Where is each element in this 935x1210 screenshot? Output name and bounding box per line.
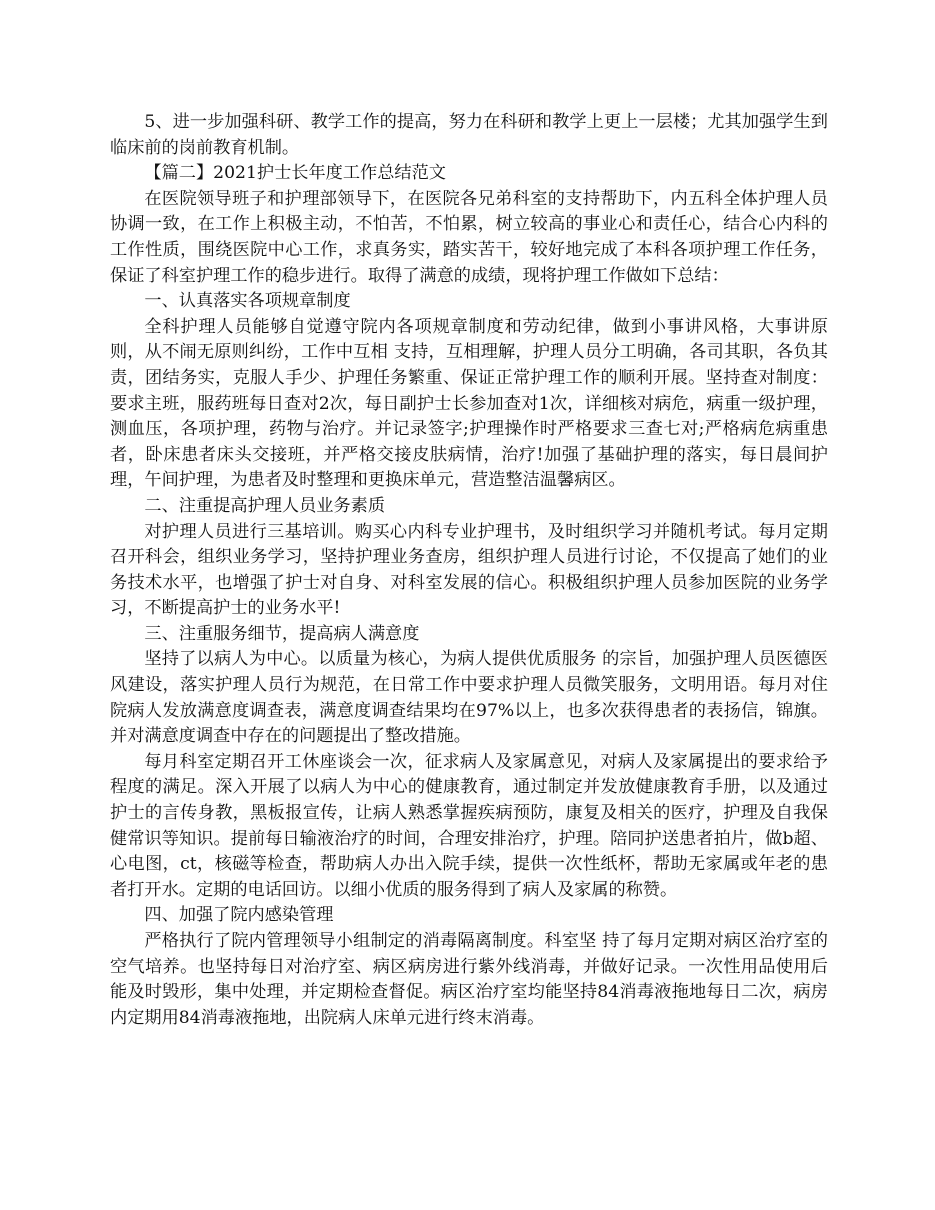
paragraph-rules: 全科护理人员能够自觉遵守院内各项规章制度和劳动纪律，做到小事讲风格，大事讲原则，从不闹无原则纠纷，工作中互相 支持，互相理解，护理人员分工明确，各司其职，各负其责，团结务实，克服人手少、护理任务繁重、保证正常护理工作的顺利开展。坚持查对制度：要求主班，服药班每日查对2次，每日副护士长参加查对1次，详细核对病危，病重一级护理，测血压，各项护理，药物与治疗。并记录签字;护理操作时严格要求三查七对;严格病危病重患者，卧床患者床头交接班，并严格交接皮肤病情，治疗!加强了基础护理的落实，每日晨间护理，午间护理，为患者及时整理和更换床单元，营造整洁温馨病区。 [110,316,828,491]
section-title-part2: 【篇二】2021护士长年度工作总结范文 [144,163,446,184]
heading-service: 三、注重服务细节，提高病人满意度 [144,623,420,644]
document-page [110,110,828,1031]
paragraph-service-1: 坚持了以病人为中心。以质量为核心，为病人提供优质服务 的宗旨，加强护理人员医德医风建设，落实护理人员行为规范，在日常工作中要求护理人员微笑服务，文明用语。每月对住院病人发放满意度调查表，满意度调查结果均在97%以上，也多次获得患者的表扬信，锦旗。并对满意度调查中存在的问题提出了整改措施。 [110,649,828,747]
intro-paragraph: 在医院领导班子和护理部领导下，在医院各兄弟科室的支持帮助下，内五科全体护理人员协调一致，在工作上积极主动，不怕苦，不怕累，树立较高的事业心和责任心，结合心内科的工作性质，围绕医院中心工作，求真务实，踏实苦干，较好地完成了本科各项护理工作任务，保证了科室护理工作的稳步进行。取得了满意的成绩，现将护理工作做如下总结： [110,188,828,286]
paragraph-service-2: 每月科室定期召开工休座谈会一次，征求病人及家属意见，对病人及家属提出的要求给予程度的满足。深入开展了以病人为中心的健康教育，通过制定并发放健康教育手册，以及通过护士的言传身教，黑板报宣传，让病人熟悉掌握疾病预防，康复及相关的医疗，护理及自我保健常识等知识。提前每日输液治疗的时间，合理安排治疗，护理。陪同护送患者拍片，做b超、心电图，ct，核磁等检查，帮助病人办出入院手续，提供一次性纸杯，帮助无家属或年老的患者打开水。定期的电话回访。以细小优质的服务得到了病人及家属的称赞。 [110,751,828,900]
paragraph-quality: 对护理人员进行三基培训。购买心内科专业护理书，及时组织学习并随机考试。每月定期召开科会，组织业务学习，坚持护理业务查房，组织护理人员进行讨论，不仅提高了她们的业务技术水平，也增强了护士对自身、对科室发展的信心。积极组织护理人员参加医院的业务学习，不断提高护士的业务水平! [110,521,828,619]
heading-quality: 二、注重提高护理人员业务素质 [144,495,386,516]
paragraph-item-5: 5、进一步加强科研、教学工作的提高，努力在科研和教学上更上一层楼；尤其加强学生到临床前的岗前教育机制。 [110,112,828,158]
paragraph-infection: 严格执行了院内管理领导小组制定的消毒隔离制度。科室坚 持了每月定期对病区治疗室的空气培养。也坚持每日对治疗室、病区病房进行紫外线消毒，并做好记录。一次性用品使用后能及时毁形，集中处理，并定期检查督促。病区治疗室均能坚持84消毒液拖地每日二次，病房内定期用84消毒液拖地，出院病人床单元进行终末消毒。 [110,931,828,1028]
heading-rules: 一、认真落实各项规章制度 [144,291,351,312]
heading-infection: 四、加强了院内感染管理 [144,905,334,926]
